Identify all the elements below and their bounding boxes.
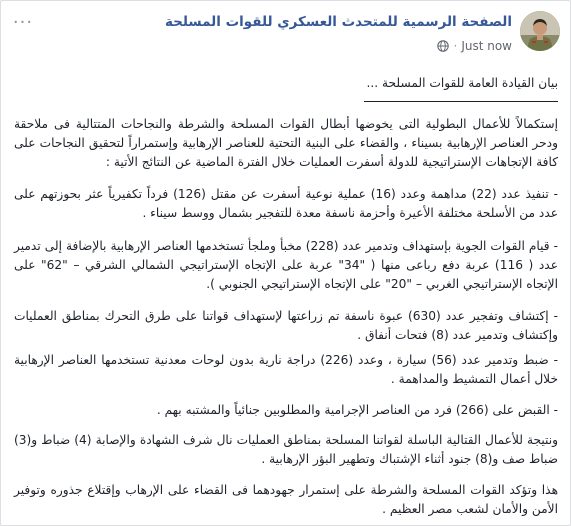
post-paragraph: ونتيجة للأعمال القتالية الباسلة لقواتنا المسلحة بمناطق العمليات نال شرف الشهادة والإصابة (4) ضباط و(3) ضباط صف و(8) جنود أثناء الإشتباك وتطهير البؤر الإرهابية .	[14, 433, 558, 466]
page-name-link[interactable]: الصفحة الرسمية للمتحدث العسكري للقوات المسلحة	[164, 14, 512, 30]
post-paragraph: - تنفيذ عدد (22) مداهمة وعدد (16) عملية نوعية أسفرت عن مقتل (126) فرداً تكفيرياً عثر بحوزتهم على عدد من الأسلحة مختلفة الأعيرة وأحزمة ناسفة معدة للتفجير بشمال ووسط سيناء .	[14, 187, 558, 220]
post-paragraph: - ضبط وتدمير عدد (56) سيارة ، وعدد (226) دراجة نارية بدون لوحات معدنية تستخدمها العناصر الإرهابية خلال أعمال التمشيط والمداهمة .	[14, 353, 559, 386]
post-paragraph: هذا وتؤكد القوات المسلحة والشرطة على إستمرار جهودهما فى القضاء على الإرهاب وإقتلاع جذوره وتوفير الأمن والأمان لشعب مصر العظيم .	[14, 483, 558, 516]
post-meta	[437, 39, 512, 53]
meta-separator: ·	[453, 39, 458, 53]
post-paragraph: - القبض على (266) فرد من العناصر الإجرامية والمطلوبين جنائياً والمشتبه بهم .	[156, 403, 558, 417]
post-paragraph: - قيام القوات الجوية بإستهداف وتدمير عدد (228) مخبأ وملجأ تستخدمها العناصر الإرهابية بالإضافة إلى تدمير عدد ( 116) عربة دفع رباعى منها ( "34" عربة على الإتجاه الإستراتيجي الشمالي الشرقي – "62" على الإتجاه الإستراتيجي الغربي – "20" على الإتجاه الإستراتيجي الجنوبي ).	[14, 239, 559, 291]
post-paragraph: إستكمالاً للأعمال البطولية التى يخوضها أبطال القوات المسلحة والشرطة والنجاحات المتتالية فى ملاحقة ودحر العناصر الإرهابية بسيناء ، والقضاء على البنية التحتية للعناصر الإرهابية وإستمراراً لتحقيق النجاحات على كافة الإتجاهات الإستراتيجية للدولة أسفرت العمليات خلال الفترة الماضية عن النتائج الأتية :	[14, 117, 558, 169]
post-paragraph: - إكتشاف وتفجير عدد (630) عبوة ناسفة تم زراعتها لإستهداف قواتنا على طرق التحرك بمناطق العمليات وإكتشاف وتدمير عدد (8) فتحات أنفاق .	[14, 309, 558, 342]
heading-underline	[364, 101, 558, 102]
globe-icon[interactable]	[437, 40, 449, 52]
post-timestamp[interactable]: Just now	[461, 39, 512, 53]
post-heading: بيان القيادة العامة للقوات المسلحة ...	[366, 76, 558, 90]
post-header	[1, 1, 570, 71]
avatar[interactable]	[520, 11, 560, 51]
profile-avatar-image	[520, 11, 560, 51]
more-options-button[interactable]: ···	[12, 12, 34, 33]
